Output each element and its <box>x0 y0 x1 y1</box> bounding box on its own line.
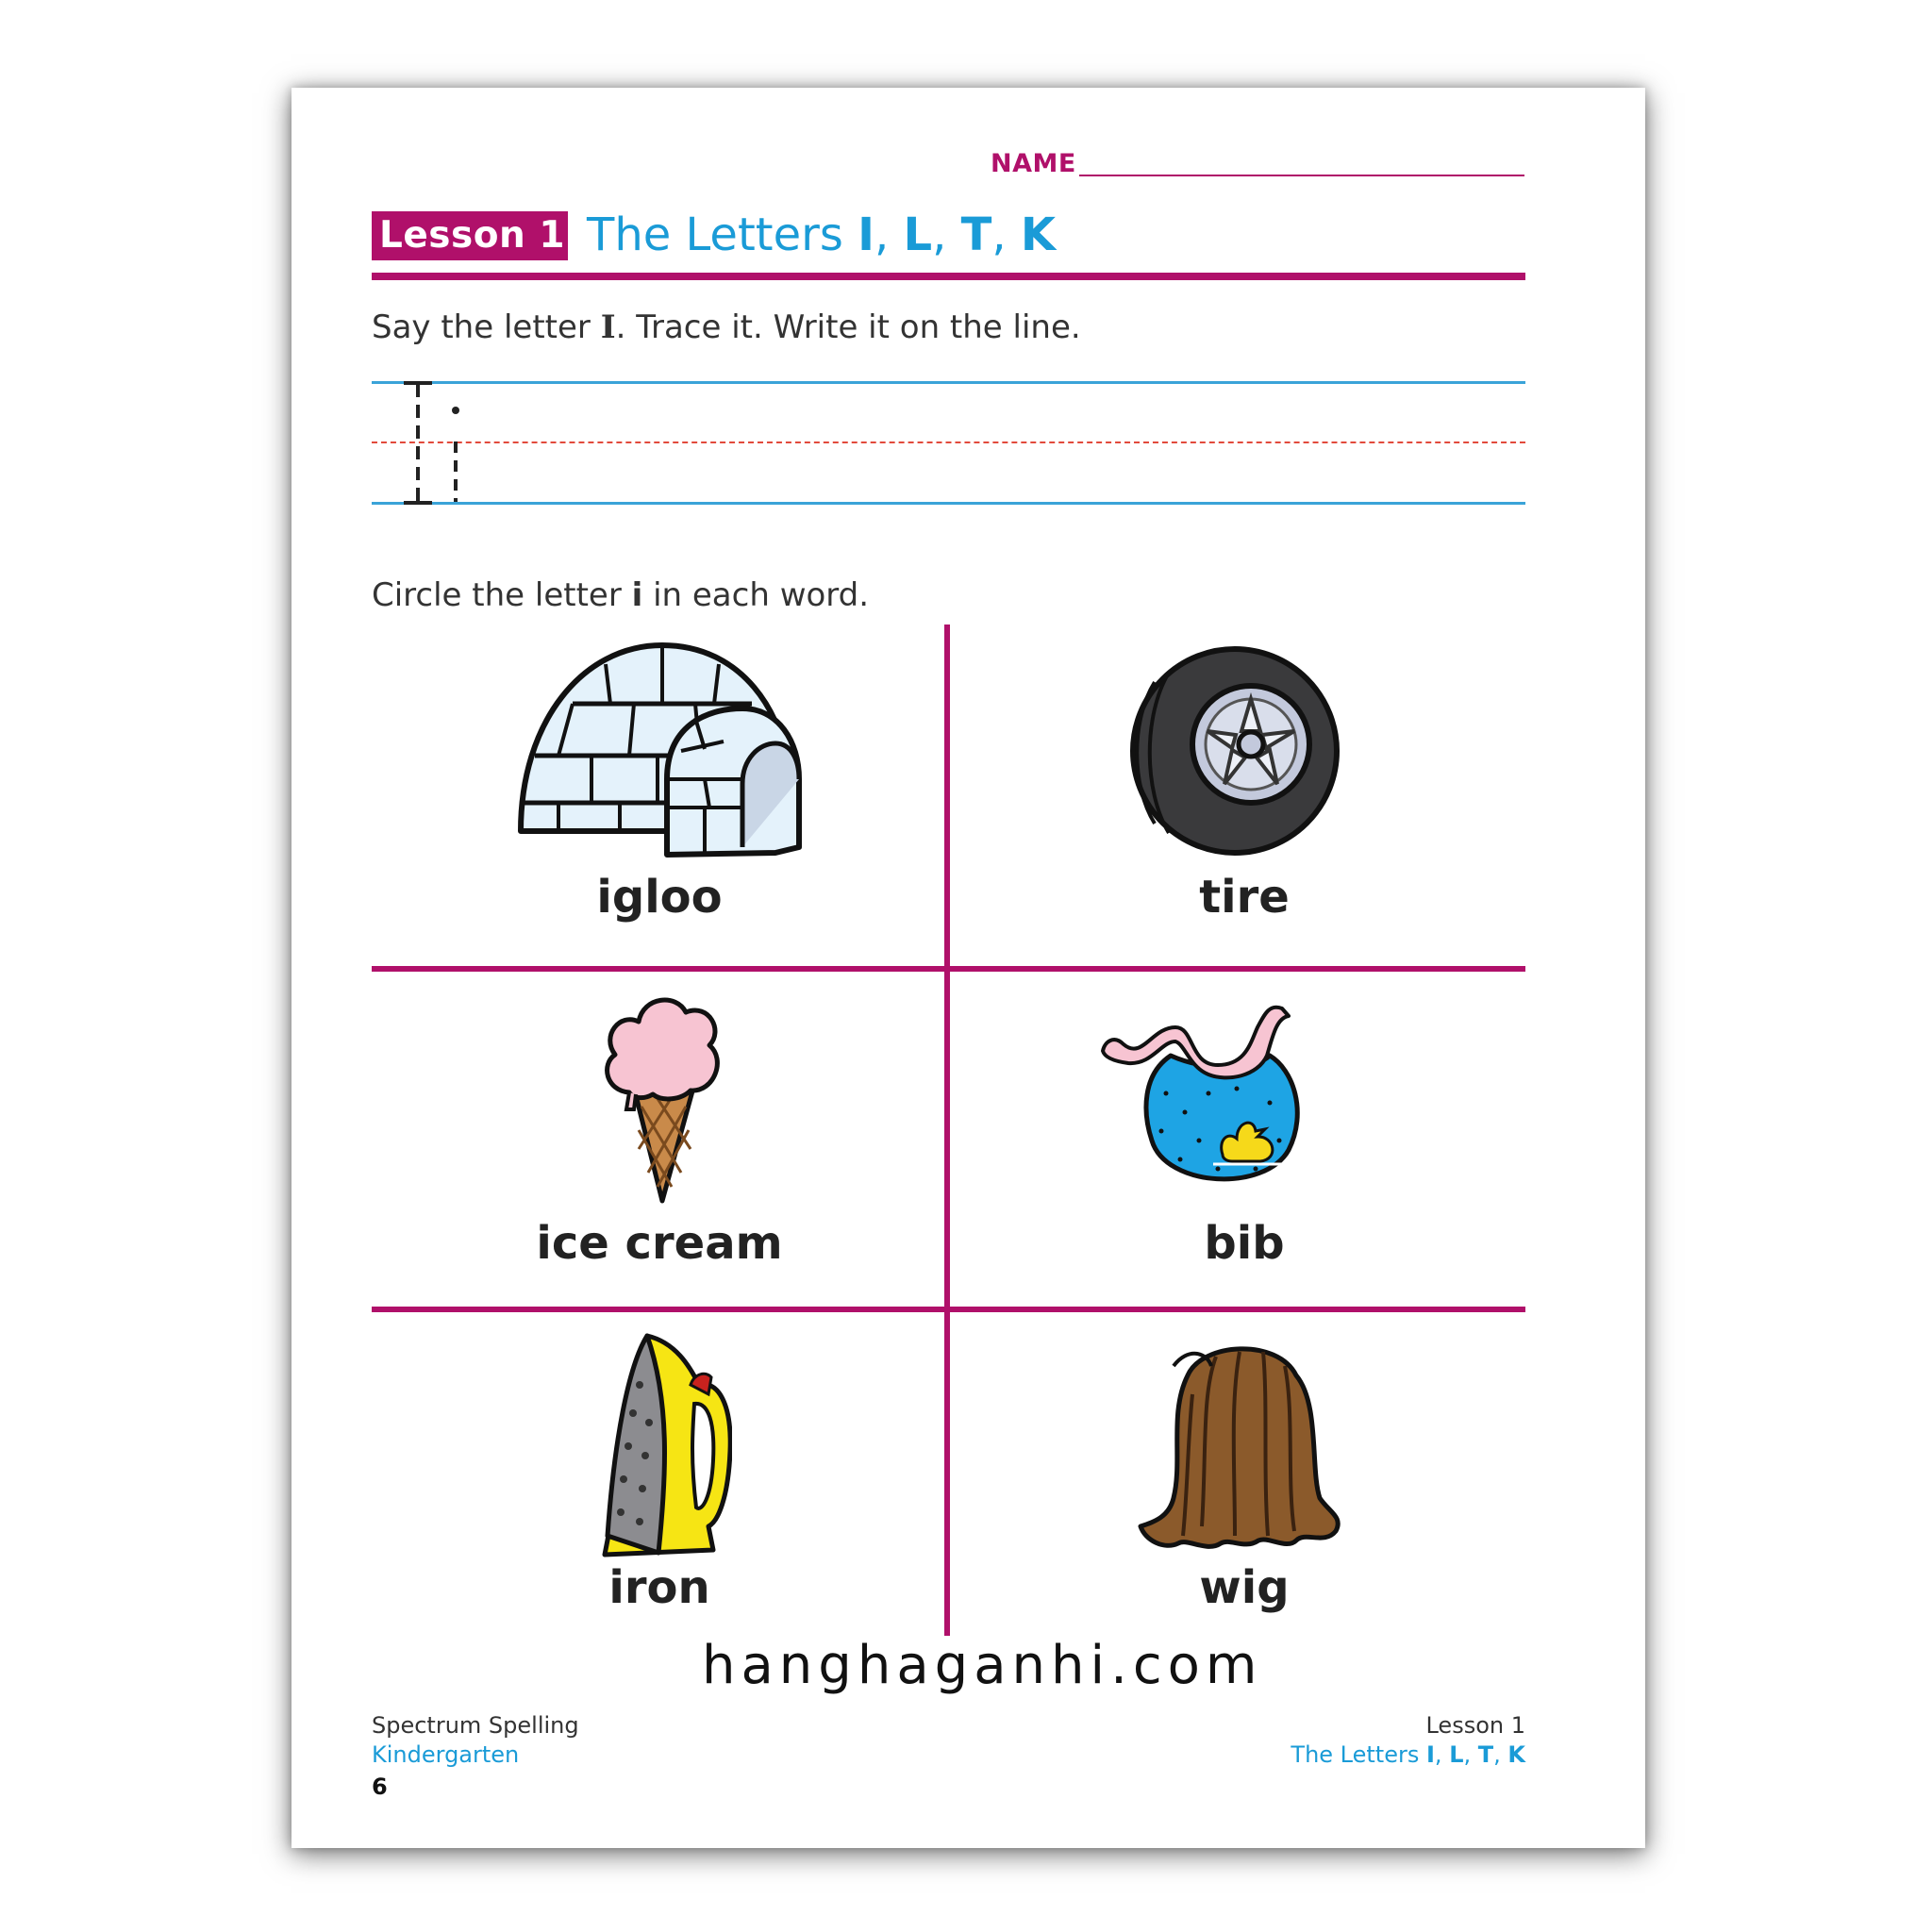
trace-instr-rest: . Trace it. Write it on the line. <box>615 308 1081 346</box>
title-letter-l: L <box>903 208 933 261</box>
footer-letter-i: I <box>1425 1741 1435 1768</box>
wig-image <box>1136 1338 1343 1555</box>
grid-horizontal-divider-2 <box>372 1307 1525 1312</box>
bib-image <box>1095 999 1322 1197</box>
footer-lesson: Lesson 1 <box>1425 1712 1525 1739</box>
igloo-image <box>516 638 808 864</box>
iron-image <box>591 1328 732 1564</box>
word-tire[interactable]: tire <box>1199 871 1290 924</box>
footer-title-prefix: The Letters <box>1291 1741 1426 1768</box>
title-letter-i: I <box>858 208 874 261</box>
circle-instr-rest: in each word. <box>642 576 870 614</box>
circle-instr-text: Circle the letter <box>372 576 632 614</box>
circle-instr-letter: i <box>631 576 643 614</box>
tire-image <box>1126 644 1353 858</box>
writing-area[interactable] <box>372 371 1525 512</box>
grid-horizontal-divider-1 <box>372 966 1525 972</box>
word-ice-cream[interactable]: ice cream <box>536 1217 783 1270</box>
title-letter-k: K <box>1020 208 1057 261</box>
lesson-label: Lesson 1 <box>379 214 566 257</box>
trace-instruction <box>372 308 1081 346</box>
word-iron[interactable]: iron <box>608 1561 710 1614</box>
watermark-text: hanghaganhi.com <box>702 1635 1263 1696</box>
trace-instr-text: Say the letter <box>372 308 601 346</box>
grid-vertical-divider <box>944 625 950 1636</box>
title-rule <box>372 273 1525 280</box>
footer-lesson-title: The Letters I, L, T, K <box>1291 1741 1525 1768</box>
worksheet-page <box>291 88 1645 1848</box>
word-igloo[interactable]: igloo <box>596 871 723 924</box>
footer-letter-t: T <box>1477 1741 1494 1768</box>
footer-letter-l: L <box>1449 1741 1464 1768</box>
footer-letter-k: K <box>1507 1741 1525 1768</box>
lesson-badge <box>372 211 568 260</box>
lesson-title: The Letters I, L, T, K <box>587 208 1057 261</box>
trace-letter-guides <box>372 371 485 512</box>
title-prefix: The Letters <box>587 208 858 261</box>
ice-cream-image <box>596 989 728 1206</box>
footer-grade: Kindergarten <box>372 1741 520 1768</box>
name-line[interactable] <box>1079 175 1524 176</box>
title-letter-t: T <box>960 208 992 261</box>
footer-book-title: Spectrum Spelling <box>372 1712 579 1739</box>
circle-instruction <box>372 576 869 614</box>
word-wig[interactable]: wig <box>1199 1561 1290 1614</box>
trace-instr-letter: I <box>600 308 616 346</box>
name-label: NAME <box>991 149 1076 178</box>
word-bib[interactable]: bib <box>1204 1217 1285 1270</box>
page-number: 6 <box>372 1774 388 1800</box>
